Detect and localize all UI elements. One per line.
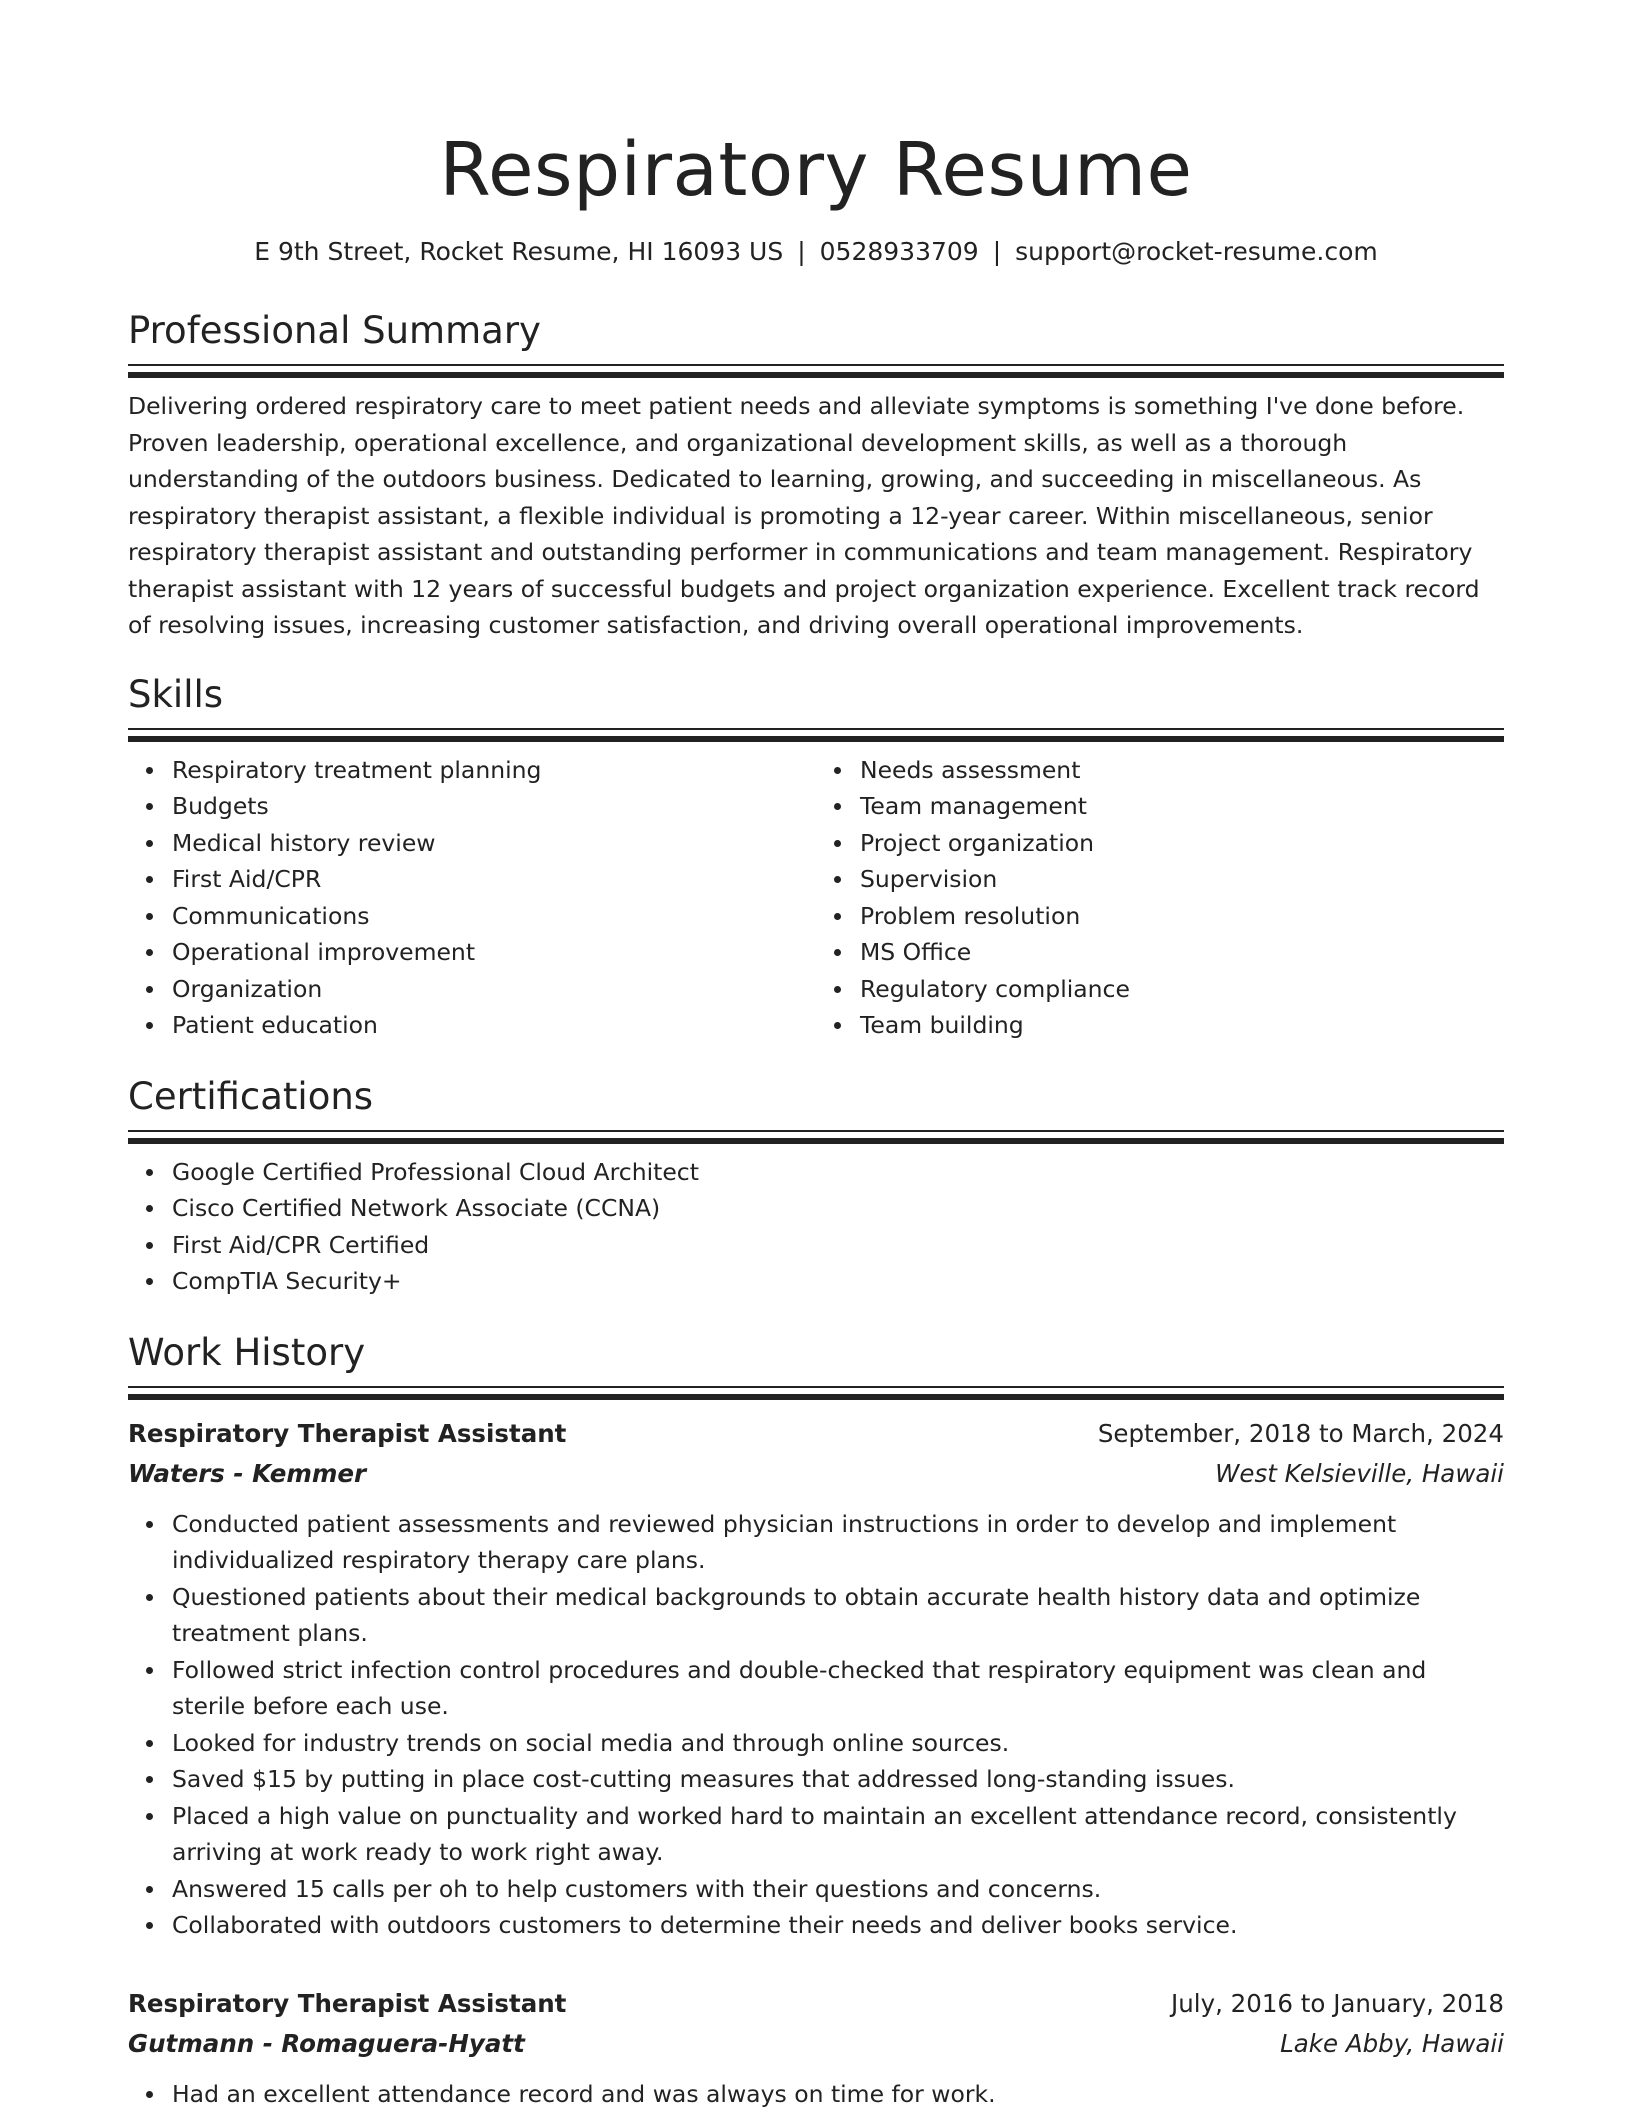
skill-item: Problem resolution bbox=[860, 898, 1504, 935]
skill-item: Patient education bbox=[172, 1007, 816, 1044]
professional-summary-section bbox=[128, 308, 1504, 644]
job-company-row bbox=[128, 2024, 1504, 2064]
skill-item: Medical history review bbox=[172, 825, 816, 862]
skill-item: Budgets bbox=[172, 788, 816, 825]
job-bullet-list bbox=[128, 1506, 1504, 1944]
job-bullet: Collaborated with outdoors customers to determine their needs and deliver books service. bbox=[172, 1907, 1504, 1944]
work-history-section bbox=[128, 1330, 1504, 2112]
section-divider bbox=[128, 728, 1504, 742]
section-title-certifications: Certifications bbox=[128, 1074, 374, 1118]
section-title-summary: Professional Summary bbox=[128, 309, 541, 352]
job-bullet: Conducted patient assessments and reviewed physician instructions in order to develop and implement individualized respiratory therapy care plans. bbox=[172, 1506, 1504, 1579]
certification-item: Google Certified Professional Cloud Architect bbox=[172, 1154, 1504, 1191]
contact-phone: 0528933709 bbox=[819, 237, 979, 266]
skill-item: Communications bbox=[172, 898, 816, 935]
job-location: Lake Abby, Hawaii bbox=[1280, 2028, 1504, 2058]
job-entry bbox=[128, 1414, 1504, 1944]
job-bullet: Answered 15 calls per oh to help customers with their questions and concerns. bbox=[172, 1871, 1504, 1908]
certifications-list bbox=[128, 1154, 1504, 1300]
skill-item: Respiratory treatment planning bbox=[172, 752, 816, 789]
skill-item: Needs assessment bbox=[860, 752, 1504, 789]
section-title-work-history: Work History bbox=[128, 1330, 366, 1374]
job-location: West Kelsieville, Hawaii bbox=[1215, 1458, 1504, 1488]
skill-item: Project organization bbox=[860, 825, 1504, 862]
resume-name: Respiratory Resume bbox=[439, 127, 1193, 213]
section-title-skills: Skills bbox=[128, 672, 224, 716]
certification-item: First Aid/CPR Certified bbox=[172, 1227, 1504, 1264]
skills-grid bbox=[128, 752, 1504, 1044]
contact-separator: | bbox=[992, 237, 1002, 266]
skill-item: First Aid/CPR bbox=[172, 861, 816, 898]
job-header-row bbox=[128, 1414, 1504, 1454]
contact-email[interactable]: support@rocket-resume.com bbox=[1015, 237, 1378, 266]
job-company: Gutmann - Romaguera-Hyatt bbox=[128, 2028, 525, 2058]
job-bullet-list bbox=[128, 2076, 1504, 2112]
job-bullet: Followed strict infection control procedures and double-checked that respiratory equipment was clean and sterile before each use. bbox=[172, 1652, 1504, 1725]
contact-address: E 9th Street, Rocket Resume, HI 16093 US bbox=[254, 237, 784, 266]
skill-item: Regulatory compliance bbox=[860, 971, 1504, 1008]
section-divider bbox=[128, 1386, 1504, 1400]
contact-line bbox=[128, 234, 1504, 270]
certifications-section bbox=[128, 1074, 1504, 1300]
skill-item: Team building bbox=[860, 1007, 1504, 1044]
skill-item: Supervision bbox=[860, 861, 1504, 898]
job-bullet: Looked for industry trends on social media and through online sources. bbox=[172, 1725, 1504, 1762]
job-bullet: Questioned patients about their medical backgrounds to obtain accurate health history data and optimize treatment plans. bbox=[172, 1579, 1504, 1652]
skill-item: MS Office bbox=[860, 934, 1504, 971]
skills-list-left bbox=[128, 752, 816, 1044]
certification-item: CompTIA Security+ bbox=[172, 1263, 1504, 1300]
job-bullet: Had an excellent attendance record and was always on time for work. bbox=[172, 2076, 1504, 2112]
skill-item: Organization bbox=[172, 971, 816, 1008]
job-title: Respiratory Therapist Assistant bbox=[128, 1418, 567, 1448]
contact-separator: | bbox=[797, 237, 806, 266]
job-dates: September, 2018 to March, 2024 bbox=[1097, 1418, 1504, 1448]
job-company-row bbox=[128, 1454, 1504, 1494]
section-divider bbox=[128, 364, 1504, 378]
job-entry bbox=[128, 1984, 1504, 2112]
skill-item: Operational improvement bbox=[172, 934, 816, 971]
job-bullet: Placed a high value on punctuality and worked hard to maintain an excellent attendance record, consistently arriving at work ready to work right away. bbox=[172, 1798, 1504, 1871]
job-dates: July, 2016 to January, 2018 bbox=[1171, 1988, 1504, 2018]
job-bullet: Saved $15 by putting in place cost-cutting measures that addressed long-standing issues. bbox=[172, 1761, 1504, 1798]
certification-item: Cisco Certified Network Associate (CCNA) bbox=[172, 1190, 1504, 1227]
job-company: Waters - Kemmer bbox=[128, 1458, 367, 1488]
skills-list-right bbox=[816, 752, 1504, 1044]
skill-item: Team management bbox=[860, 788, 1504, 825]
summary-text: Delivering ordered respiratory care to meet patient needs and alleviate symptoms is something I've done before. Proven leadership, operational excellence, and organizational development skills, as well as a thorough understanding of the outdoors business. Dedicated to learning, growing, and succeeding in miscellaneous. As respiratory therapist assistant, a flexible individual is promoting a 12-year career. Within miscellaneous, senior respiratory therapist assistant and outstanding performer in communications and team management. Respiratory therapist assistant with 12 years of successful budgets and project organization experience. Excellent track record of resolving issues, increasing customer satisfaction, and driving overall operational improvements. bbox=[128, 392, 1480, 639]
section-divider bbox=[128, 1130, 1504, 1144]
job-title: Respiratory Therapist Assistant bbox=[128, 1988, 567, 2018]
job-header-row bbox=[128, 1984, 1504, 2024]
skills-section bbox=[128, 672, 1504, 1044]
